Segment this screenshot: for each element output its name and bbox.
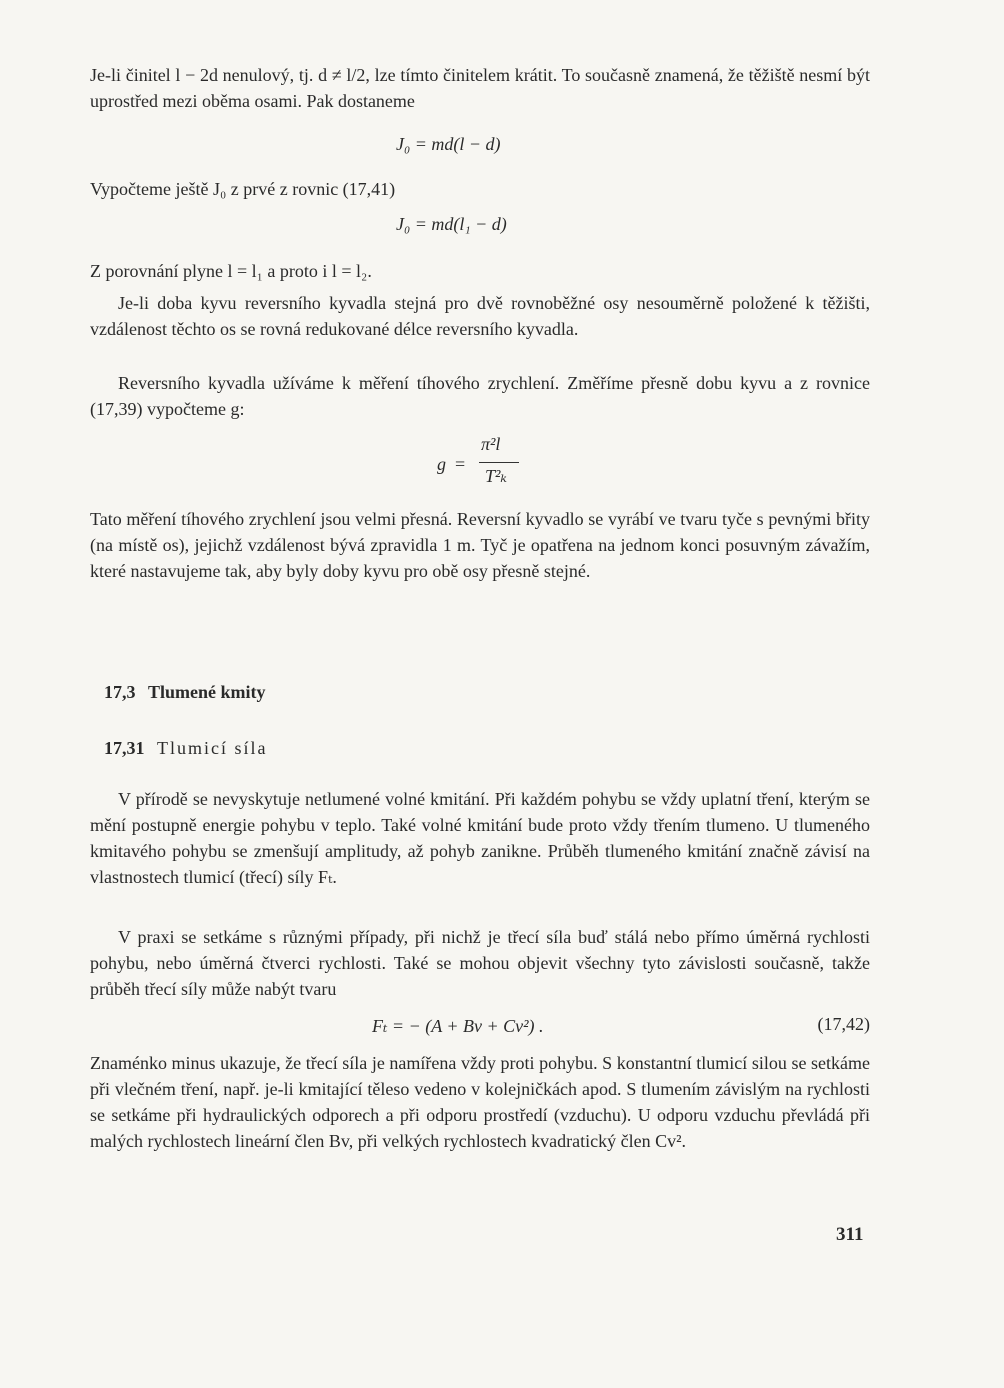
subsection-title: Tlumicí síla [157,738,268,758]
paragraph-2: Vypočteme ještě J₀ z prvé z rovnic (17,41) [90,179,396,199]
fraction-bar [479,462,519,463]
paragraph-6: Tato měření tíhového zrychlení jsou velmi přesná. Reversní kyvadlo se vyrábí ve tvaru tyče s pevnými břity (na místě os), jejichž vzdálenost bývá zpravidla 1 m. Tyč je opatřena na jednom konci posuvným závažím, které nastavujeme tak, aby byly doby kyvu pro obě osy přesně stejné. [90,509,870,581]
paragraph-5: Reversního kyvadla užíváme k měření tíhového zrychlení. Změříme přesně dobu kyvu a z rovnice (17,39) vypočteme g: [90,373,870,419]
section-heading [104,682,274,703]
paragraph-1: Je-li činitel l − 2d nenulový, tj. d ≠ l/2, lze tímto činitelem krátit. To současně znamená, že těžiště nesmí být uprostřed mezi oběma osami. Pak dostaneme [90,65,870,111]
section-title: Tlumené kmity [148,682,266,702]
subsection-heading [104,738,267,759]
subsection-number: 17,31 [104,738,145,758]
paragraph-7: V přírodě se nevyskytuje netlumené volné kmitání. Při každém pohybu se vždy uplatní tření, kterým se mění postupně energie pohybu v teplo. Také volné kmitání bude proto vždy třením tlumeno. U tlumeného kmitavého pohybu se zmenšují amplitudy, až pohyb zanikne. Průběh tlumeného kmitání značně závisí na vlastnostech tlumicí (třecí) síly Fₜ. [90,789,870,887]
equation-friction-force: Fₜ = − (A + Bv + Cv²) . [372,1016,544,1036]
paragraph-9: Znaménko minus ukazuje, že třecí síla je namířena vždy proti pohybu. S konstantní tlumicí silou se setkáme při vlečném tření, např. je-li kmitající těleso vedeno v kolejničkách apod. S tlumením závislým na rychlosti se setkáme při hydraulických odporech a při odporu prostředí (vzduchu). U odporu vzduchu převládá při malých rychlostech lineární člen Bv, při velkých rychlostech kvadratický člen Cv². [90,1053,870,1151]
equation-gravity-lhs: g [437,454,446,474]
equation-number: (17,42) [817,1014,870,1034]
paragraph-8: V praxi se setkáme s různými případy, při nichž je třecí síla buď stálá nebo přímo úměrná rychlosti pohybu, nebo úměrná čtverci rychlosti. Také se mohou objevit všechny tyto závislosti současně, takže průběh třecí síly může nabýt tvaru [90,927,870,999]
section-number: 17,3 [104,682,136,702]
equation-gravity-equals: = [455,454,466,474]
equation-j0-2: J₀ = md(l₁ − d) [396,214,507,234]
equation-j0-1: J₀ = md(l − d) [396,134,501,154]
paragraph-3: Z porovnání plyne l = l₁ a proto i l = l₂. [90,261,372,281]
equation-gravity-denominator: T²ₖ [485,466,507,486]
page-number: 311 [836,1224,864,1245]
equation-gravity-numerator: π²l [481,434,501,454]
paragraph-4: Je-li doba kyvu reversního kyvadla stejná pro dvě rovnoběžné osy nesouměrně položené k těžišti, vzdálenost těchto os se rovná redukované délce reversního kyvadla. [90,293,870,339]
